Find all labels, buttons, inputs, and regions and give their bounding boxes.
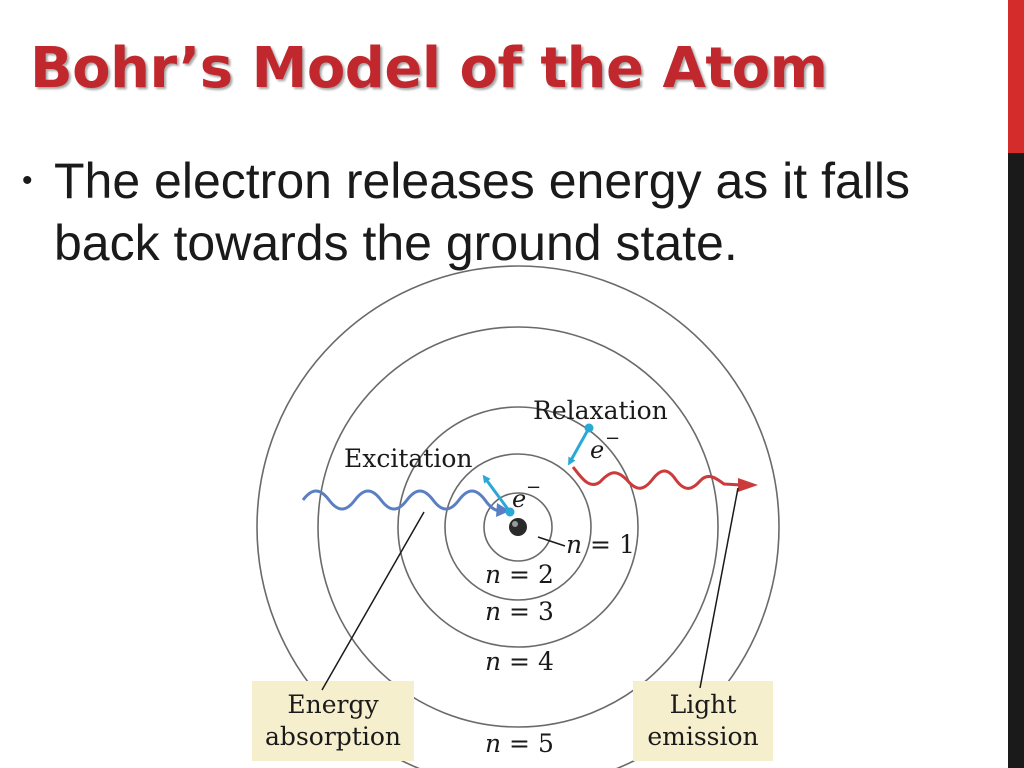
- light-emission-label-line2: emission: [647, 722, 759, 751]
- energy-absorption-label-line1: Energy: [287, 690, 379, 719]
- level-label-n4: n = 4: [485, 647, 554, 676]
- emitted-wave-arrowhead: [738, 478, 758, 492]
- energy-absorption-label-line2: absorption: [265, 722, 401, 751]
- accent-bar-dark: [1008, 153, 1024, 768]
- accent-bar: [1008, 0, 1024, 768]
- relaxation-label: Relaxation: [533, 396, 668, 425]
- electron-charge-excitation: −: [526, 477, 542, 498]
- excitation-label: Excitation: [344, 444, 473, 473]
- light-emission-leader: [700, 488, 738, 688]
- electron-label-excitation: e: [512, 485, 527, 513]
- electron-label-relaxation: e: [590, 436, 605, 464]
- light-emission-label-line1: Light: [669, 690, 737, 719]
- level-label-n3: n = 3: [485, 597, 554, 626]
- level-label-n2: n = 2: [485, 560, 554, 589]
- slide-title: Bohr’s Model of the Atom: [30, 36, 828, 101]
- bullet-text: The electron releases energy as it falls back towards the ground state.: [54, 153, 910, 271]
- level-label-n1: n = 1: [566, 530, 635, 559]
- nucleus: [509, 518, 527, 536]
- energy-absorption-leader: [322, 512, 424, 690]
- accent-bar-red: [1008, 0, 1024, 153]
- electron-charge-relaxation: −: [605, 428, 621, 449]
- relaxation-arrow: [570, 428, 589, 462]
- n1-leader-line: [538, 537, 565, 546]
- emitted-photon-wave: [573, 467, 742, 488]
- level-label-n5: n = 5: [485, 729, 554, 758]
- bullet-dot-icon: •: [22, 164, 33, 197]
